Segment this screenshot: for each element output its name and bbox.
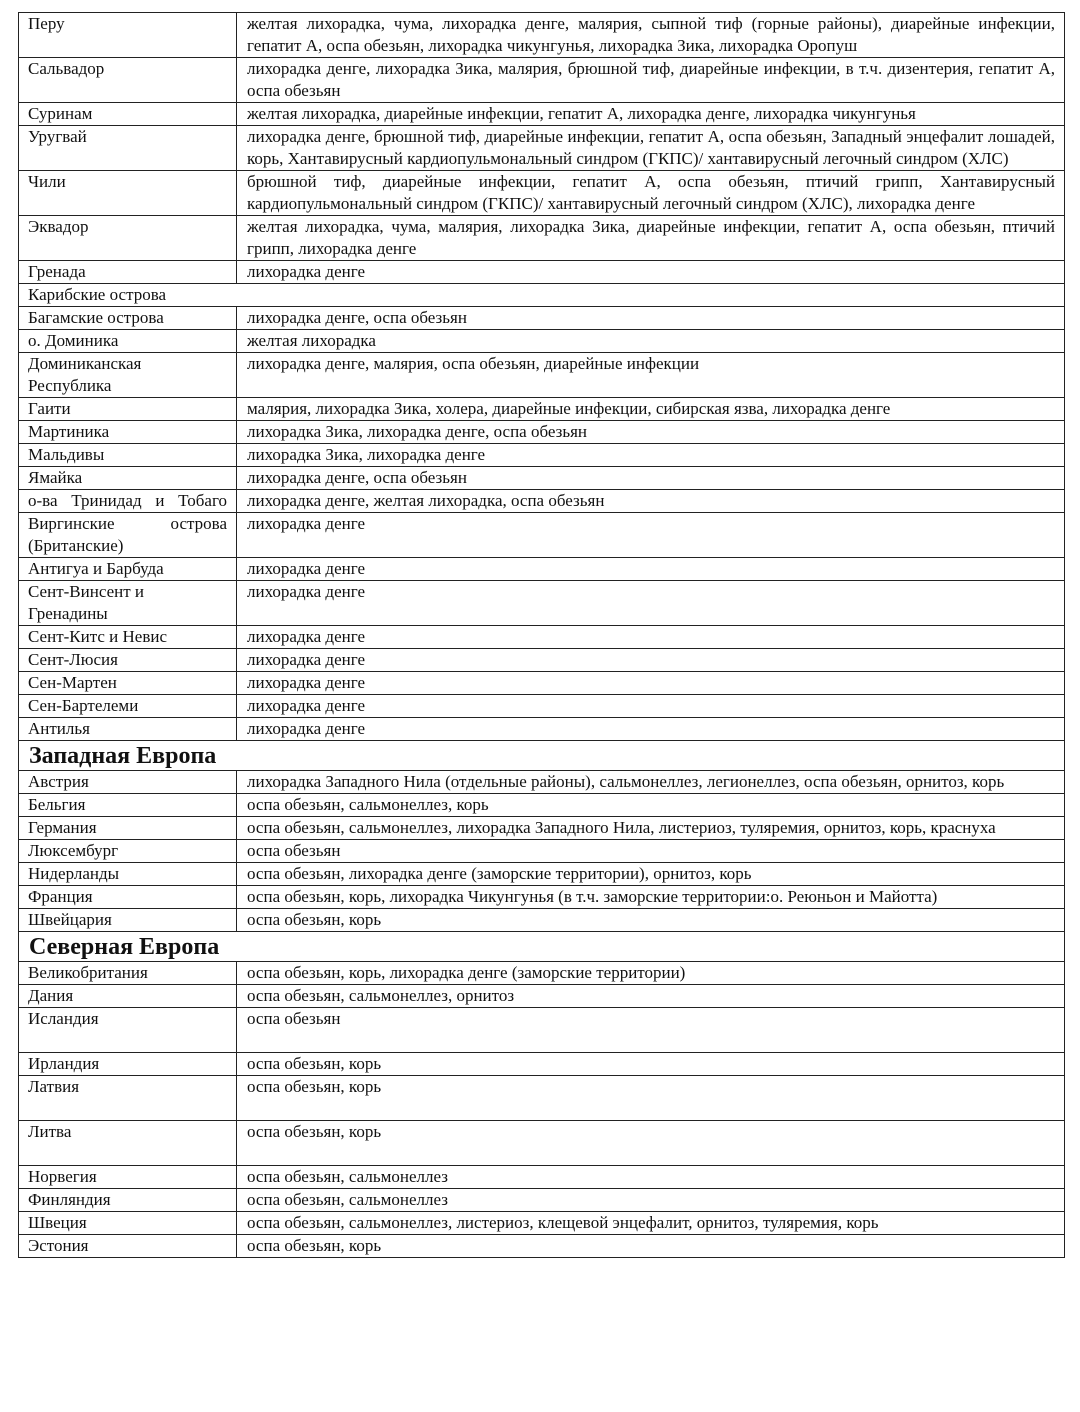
country-cell: Доминиканская Республика <box>19 353 237 398</box>
diseases-cell: оспа обезьян <box>237 1008 1065 1053</box>
table-row <box>19 467 1065 490</box>
table-row <box>19 58 1065 103</box>
table-row <box>19 103 1065 126</box>
diseases-cell: оспа обезьян, корь <box>237 1235 1065 1258</box>
table-row <box>19 216 1065 261</box>
country-cell: Сент-Люсия <box>19 649 237 672</box>
country-cell: Латвия <box>19 1076 237 1121</box>
diseases-cell: лихорадка денге <box>237 558 1065 581</box>
diseases-cell: оспа обезьян, корь <box>237 1121 1065 1166</box>
subregion-title: Карибские острова <box>19 284 1065 307</box>
country-cell: Швеция <box>19 1212 237 1235</box>
diseases-cell: оспа обезьян, сальмонеллез <box>237 1189 1065 1212</box>
country-cell: Исландия <box>19 1008 237 1053</box>
diseases-cell: оспа обезьян, корь, лихорадка денге (заморские территории) <box>237 962 1065 985</box>
table-row <box>19 886 1065 909</box>
table-row <box>19 1235 1065 1258</box>
table-row <box>19 581 1065 626</box>
country-cell: Перу <box>19 13 237 58</box>
table-row <box>19 909 1065 932</box>
table-row <box>19 626 1065 649</box>
country-cell: о. Доминика <box>19 330 237 353</box>
diseases-cell: лихорадка денге, оспа обезьян <box>237 307 1065 330</box>
table-row <box>19 840 1065 863</box>
diseases-cell: лихорадка денге <box>237 261 1065 284</box>
country-cell: Бельгия <box>19 794 237 817</box>
table-row <box>19 649 1065 672</box>
diseases-cell: желтая лихорадка, чума, малярия, лихорадка Зика, диарейные инфекции, гепатит А, оспа обезьян, птичий грипп, лихорадка денге <box>237 216 1065 261</box>
diseases-cell: оспа обезьян, сальмонеллез, лихорадка Западного Нила, листериоз, туляремия, орнитоз, корь, краснуха <box>237 817 1065 840</box>
diseases-cell: оспа обезьян, сальмонеллез <box>237 1166 1065 1189</box>
diseases-cell: лихорадка денге, оспа обезьян <box>237 467 1065 490</box>
diseases-cell: лихорадка денге <box>237 695 1065 718</box>
diseases-cell: оспа обезьян, сальмонеллез, листериоз, клещевой энцефалит, орнитоз, туляремия, корь <box>237 1212 1065 1235</box>
country-cell: Багамские острова <box>19 307 237 330</box>
diseases-cell: оспа обезьян, корь <box>237 1053 1065 1076</box>
diseases-cell: оспа обезьян, лихорадка денге (заморские территории), орнитоз, корь <box>237 863 1065 886</box>
table-row <box>19 1076 1065 1121</box>
table-row <box>19 863 1065 886</box>
table-row <box>19 490 1065 513</box>
table-row <box>19 771 1065 794</box>
diseases-cell: лихорадка Зика, лихорадка денге, оспа обезьян <box>237 421 1065 444</box>
country-cell: Нидерланды <box>19 863 237 886</box>
diseases-cell: лихорадка Западного Нила (отдельные районы), сальмонеллез, легионеллез, оспа обезьян, орнитоз, корь <box>237 771 1065 794</box>
country-cell: Гренада <box>19 261 237 284</box>
country-cell: Франция <box>19 886 237 909</box>
table-row <box>19 1053 1065 1076</box>
country-cell: Виргинские острова (Британские) <box>19 513 237 558</box>
table-row <box>19 1189 1065 1212</box>
country-cell: Великобритания <box>19 962 237 985</box>
country-cell: Суринам <box>19 103 237 126</box>
table-row <box>19 817 1065 840</box>
country-cell: Эквадор <box>19 216 237 261</box>
diseases-cell: оспа обезьян, корь <box>237 1076 1065 1121</box>
country-cell: Сент-Винсент и Гренадины <box>19 581 237 626</box>
country-cell: Германия <box>19 817 237 840</box>
table-row <box>19 1166 1065 1189</box>
table-row <box>19 126 1065 171</box>
diseases-cell: оспа обезьян, сальмонеллез, орнитоз <box>237 985 1065 1008</box>
table-row <box>19 1121 1065 1166</box>
diseases-cell: лихорадка денге <box>237 513 1065 558</box>
country-cell: Австрия <box>19 771 237 794</box>
country-cell: Люксембург <box>19 840 237 863</box>
country-cell: Мартиника <box>19 421 237 444</box>
table-row <box>19 444 1065 467</box>
country-cell: Чили <box>19 171 237 216</box>
country-cell: Швейцария <box>19 909 237 932</box>
country-cell: Уругвай <box>19 126 237 171</box>
diseases-cell: лихорадка денге <box>237 581 1065 626</box>
country-cell: Норвегия <box>19 1166 237 1189</box>
table-row <box>19 421 1065 444</box>
table-row <box>19 985 1065 1008</box>
table-row <box>19 672 1065 695</box>
diseases-cell: лихорадка денге <box>237 649 1065 672</box>
country-cell: Сальвадор <box>19 58 237 103</box>
diseases-cell: малярия, лихорадка Зика, холера, диарейные инфекции, сибирская язва, лихорадка денге <box>237 398 1065 421</box>
table-row <box>19 353 1065 398</box>
country-cell: Мальдивы <box>19 444 237 467</box>
table-row <box>19 171 1065 216</box>
diseases-cell: лихорадка денге, брюшной тиф, диарейные инфекции, гепатит А, оспа обезьян, Западный энцефалит лошадей, корь, Хантавирусный кардиопульмональный синдром (ГКПС)/ хантавирусный легочный синдром (ХЛС) <box>237 126 1065 171</box>
table-row <box>19 794 1065 817</box>
country-cell: Дания <box>19 985 237 1008</box>
diseases-cell: оспа обезьян <box>237 840 1065 863</box>
country-cell: Антигуа и Барбуда <box>19 558 237 581</box>
table-row <box>19 1212 1065 1235</box>
diseases-cell: брюшной тиф, диарейные инфекции, гепатит А, оспа обезьян, птичий грипп, Хантавирусный кардиопульмональный синдром (ГКПС)/ хантавирусный легочный синдром (ХЛС), лихорадка денге <box>237 171 1065 216</box>
diseases-cell: желтая лихорадка, диарейные инфекции, гепатит А, лихорадка денге, лихорадка чикунгунья <box>237 103 1065 126</box>
table-row <box>19 330 1065 353</box>
country-cell: Финляндия <box>19 1189 237 1212</box>
diseases-cell: оспа обезьян, корь <box>237 909 1065 932</box>
table-row <box>19 261 1065 284</box>
table-row <box>19 13 1065 58</box>
country-cell: Ирландия <box>19 1053 237 1076</box>
table-row <box>19 398 1065 421</box>
diseases-cell: лихорадка денге <box>237 672 1065 695</box>
country-cell: Ямайка <box>19 467 237 490</box>
diseases-cell: желтая лихорадка <box>237 330 1065 353</box>
table-body <box>19 13 1065 1258</box>
diseases-cell: лихорадка денге, лихорадка Зика, малярия, брюшной тиф, диарейные инфекции, в т.ч. дизентерия, гепатит А, оспа обезьян <box>237 58 1065 103</box>
country-cell: Сен-Бартелеми <box>19 695 237 718</box>
country-cell: Антилья <box>19 718 237 741</box>
country-cell: Гаити <box>19 398 237 421</box>
diseases-cell: лихорадка денге, малярия, оспа обезьян, диарейные инфекции <box>237 353 1065 398</box>
diseases-cell: лихорадка денге, желтая лихорадка, оспа обезьян <box>237 490 1065 513</box>
diseases-cell: лихорадка Зика, лихорадка денге <box>237 444 1065 467</box>
table-row <box>19 558 1065 581</box>
table-row <box>19 513 1065 558</box>
country-cell: Эстония <box>19 1235 237 1258</box>
country-cell: Сент-Китс и Невис <box>19 626 237 649</box>
region-header-row <box>19 932 1065 962</box>
diseases-cell: оспа обезьян, корь, лихорадка Чикунгунья (в т.ч. заморские территории:о. Реюньон и Майотта) <box>237 886 1065 909</box>
region-title: Западная Европа <box>19 741 1065 771</box>
region-title: Северная Европа <box>19 932 1065 962</box>
diseases-cell: лихорадка денге <box>237 626 1065 649</box>
table-row <box>19 962 1065 985</box>
country-cell: о-ва Тринидад и Тобаго <box>19 490 237 513</box>
region-header-row <box>19 741 1065 771</box>
table-row <box>19 1008 1065 1053</box>
table-row <box>19 695 1065 718</box>
diseases-cell: оспа обезьян, сальмонеллез, корь <box>237 794 1065 817</box>
subregion-row <box>19 284 1065 307</box>
country-cell: Сен-Мартен <box>19 672 237 695</box>
disease-table <box>18 12 1065 1258</box>
country-cell: Литва <box>19 1121 237 1166</box>
table-row <box>19 718 1065 741</box>
table-row <box>19 307 1065 330</box>
diseases-cell: лихорадка денге <box>237 718 1065 741</box>
diseases-cell: желтая лихорадка, чума, лихорадка денге, малярия, сыпной тиф (горные районы), диарейные инфекции, гепатит А, оспа обезьян, лихорадка чикунгунья, лихорадка Зика, лихорадка Оропуш <box>237 13 1065 58</box>
